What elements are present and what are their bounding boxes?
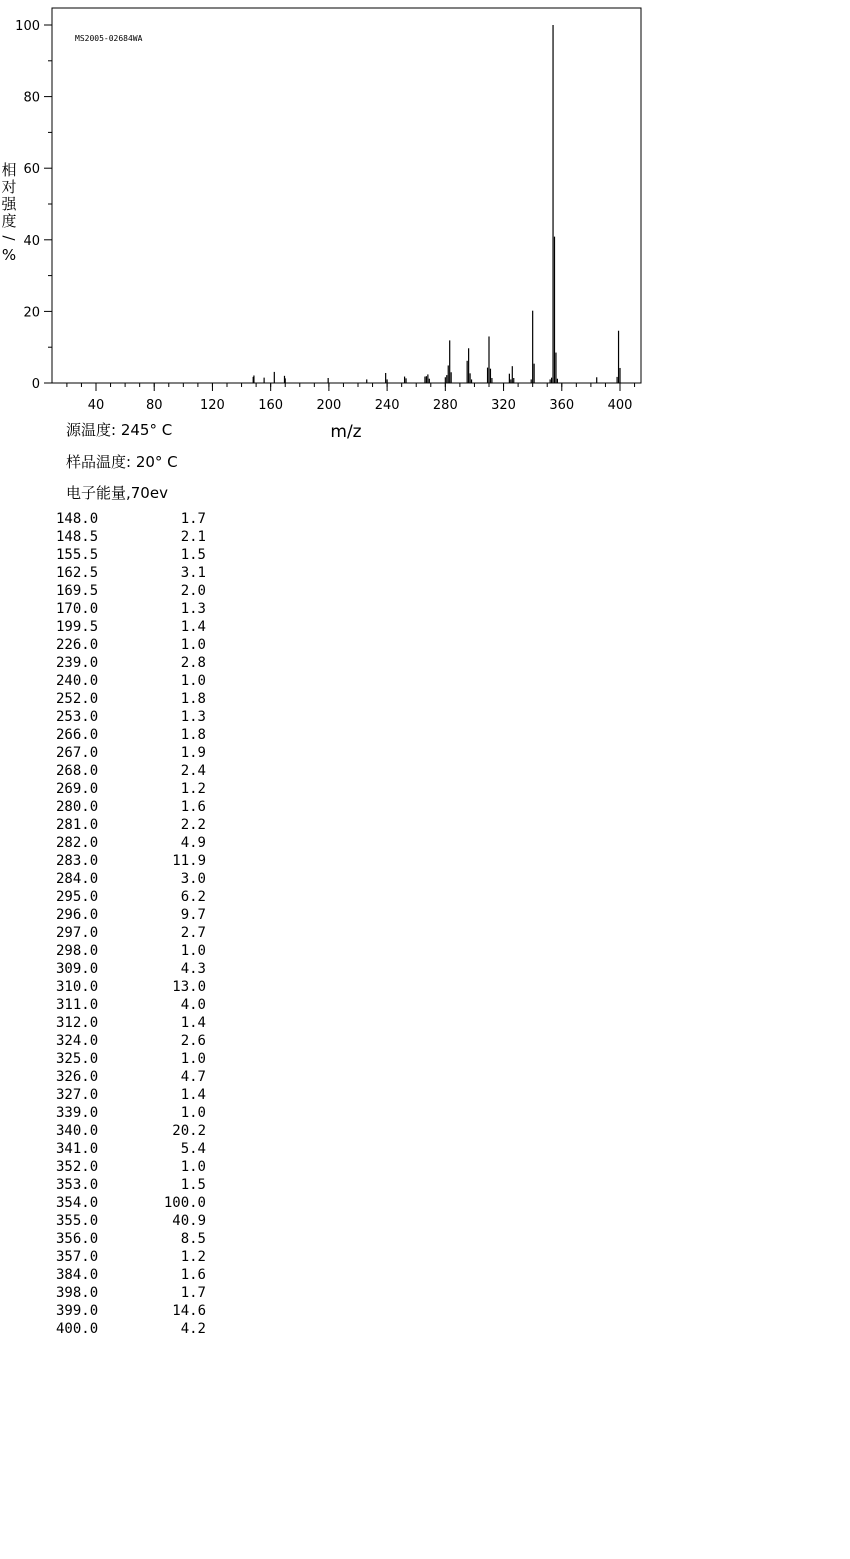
table-row [56,510,206,528]
mz-cell: 169.5 [56,583,99,599]
mz-cell: 341.0 [56,1141,99,1157]
abundance-cell: 40.9 [172,1213,206,1229]
table-row [56,1302,206,1320]
abundance-cell: 1.0 [180,1051,206,1067]
y-label-char: 度 [1,212,17,230]
x-axis-label: m/z [330,422,362,442]
abundance-cell: 4.2 [180,1321,206,1337]
table-row [56,1158,206,1176]
abundance-cell: 1.4 [180,619,206,635]
y-axis-label [0,161,18,264]
mz-cell: 280.0 [56,799,99,815]
mz-cell: 239.0 [56,655,99,671]
mz-cell: 310.0 [56,979,99,995]
mz-cell: 252.0 [56,691,99,707]
abundance-cell: 1.9 [180,745,206,761]
table-row [56,600,206,618]
mz-cell: 281.0 [56,817,99,833]
y-label-char: 对 [1,178,17,196]
abundance-cell: 1.5 [180,1177,206,1193]
table-row [56,1320,206,1338]
mz-cell: 325.0 [56,1051,99,1067]
abundance-cell: 1.8 [180,727,206,743]
x-tick-label: 160 [258,398,284,413]
abundance-cell: 13.0 [172,979,206,995]
abundance-cell: 1.0 [180,673,206,689]
table-row [56,870,206,888]
mz-cell: 155.5 [56,547,99,563]
mz-cell: 399.0 [56,1303,99,1319]
table-row [56,816,206,834]
table-row [56,1248,206,1266]
table-row [56,708,206,726]
abundance-cell: 9.7 [180,907,206,923]
table-row [56,690,206,708]
mz-cell: 148.0 [56,511,99,527]
mz-cell: 353.0 [56,1177,99,1193]
mz-cell: 398.0 [56,1285,99,1301]
table-row [56,1194,206,1212]
sample-temperature: 样品温度: 20° C [66,453,178,471]
x-tick-label: 80 [145,398,163,413]
table-row [56,942,206,960]
abundance-cell: 4.7 [180,1069,206,1085]
abundance-cell: 8.5 [180,1231,206,1247]
y-label-char: 强 [1,195,17,213]
table-row [56,762,206,780]
table-row [56,1032,206,1050]
abundance-cell: 1.0 [180,637,206,653]
table-row [56,888,206,906]
table-row [56,582,206,600]
electron-energy: 电子能量,70ev [66,484,168,502]
mz-cell: 284.0 [56,871,99,887]
mz-cell: 267.0 [56,745,99,761]
table-row [56,960,206,978]
x-tick-label: 120 [200,398,225,413]
abundance-cell: 2.6 [180,1033,206,1049]
y-label-char: 相 [1,161,17,179]
peak-table [56,510,206,1338]
table-row [56,1068,206,1086]
abundance-cell: 2.4 [180,763,206,779]
mz-cell: 400.0 [56,1321,99,1337]
table-row [56,1266,206,1284]
x-tick-label: 280 [432,398,458,413]
table-row [56,726,206,744]
table-row [56,546,206,564]
mz-cell: 295.0 [56,889,99,905]
mz-cell: 268.0 [56,763,99,779]
abundance-cell: 1.8 [180,691,206,707]
table-row [56,1176,206,1194]
mz-cell: 354.0 [56,1195,99,1211]
abundance-cell: 1.7 [180,1285,206,1301]
abundance-cell: 1.0 [180,943,206,959]
y-tick-label: 20 [23,305,40,321]
abundance-cell: 20.2 [172,1123,206,1139]
source-temperature: 源温度: 245° C [66,421,173,439]
table-row [56,1284,206,1302]
abundance-cell: 1.2 [180,1249,206,1265]
mz-cell: 170.0 [56,601,99,617]
table-row [56,654,206,672]
abundance-cell: 4.3 [180,961,206,977]
abundance-cell: 2.1 [180,529,206,545]
x-tick-label: 240 [374,398,400,413]
table-row [56,780,206,798]
y-tick-label: 80 [23,90,40,106]
mz-cell: 324.0 [56,1033,99,1049]
abundance-cell: 1.7 [180,511,206,527]
mz-cell: 240.0 [56,673,99,689]
mz-cell: 226.0 [56,637,99,653]
mz-cell: 297.0 [56,925,99,941]
mz-cell: 357.0 [56,1249,99,1265]
abundance-cell: 2.7 [180,925,206,941]
table-row [56,798,206,816]
table-row [56,528,206,546]
table-row [56,636,206,654]
x-tick-label: 320 [491,398,516,413]
abundance-cell: 1.0 [180,1159,206,1175]
mz-cell: 327.0 [56,1087,99,1103]
table-row [56,744,206,762]
table-row [56,564,206,582]
mz-cell: 269.0 [56,781,99,797]
mz-cell: 298.0 [56,943,99,959]
chart-title: MS2005-02684WA [75,34,143,43]
mz-cell: 356.0 [56,1231,99,1247]
table-row [56,1050,206,1068]
abundance-cell: 1.6 [180,1267,206,1283]
y-tick-label: 100 [15,19,40,34]
mz-cell: 355.0 [56,1213,99,1229]
x-tick-label: 360 [549,398,575,413]
mz-cell: 199.5 [56,619,99,635]
x-tick-label: 40 [87,398,105,413]
mz-cell: 352.0 [56,1159,99,1175]
abundance-cell: 1.4 [180,1087,206,1103]
table-row [56,906,206,924]
table-row [56,852,206,870]
table-row [56,996,206,1014]
abundance-cell: 1.3 [180,601,206,617]
x-tick-label: 400 [607,398,633,413]
abundance-cell: 14.6 [172,1303,206,1319]
table-row [56,924,206,942]
abundance-cell: 6.2 [180,889,206,905]
mz-cell: 309.0 [56,961,99,977]
table-row [56,834,206,852]
table-row [56,1104,206,1122]
y-tick-label: 60 [23,162,40,178]
abundance-cell: 1.4 [180,1015,206,1031]
y-tick-label: 40 [23,233,40,249]
abundance-cell: 3.0 [180,871,206,887]
mz-cell: 148.5 [56,529,99,545]
table-row [56,1014,206,1032]
abundance-cell: 2.2 [180,817,206,833]
abundance-cell: 4.9 [180,835,206,851]
mz-cell: 384.0 [56,1267,99,1283]
abundance-cell: 100.0 [163,1195,206,1211]
y-tick-label: 0 [31,377,40,392]
table-row [56,978,206,996]
mz-cell: 312.0 [56,1015,99,1031]
abundance-cell: 2.8 [180,655,206,671]
mz-cell: 283.0 [56,853,99,869]
mass-spectrum-chart [0,0,850,450]
y-label-char: / [0,235,18,241]
mz-cell: 326.0 [56,1069,99,1085]
table-row [56,1212,206,1230]
abundance-cell: 5.4 [180,1141,206,1157]
abundance-cell: 1.2 [180,781,206,797]
mz-cell: 282.0 [56,835,99,851]
mz-cell: 296.0 [56,907,99,923]
y-label-char: % [1,246,17,264]
table-row [56,618,206,636]
table-row [56,1122,206,1140]
mz-cell: 339.0 [56,1105,99,1121]
table-row [56,1230,206,1248]
abundance-cell: 1.3 [180,709,206,725]
mz-cell: 253.0 [56,709,99,725]
abundance-cell: 2.0 [180,583,206,599]
table-row [56,1086,206,1104]
mz-cell: 340.0 [56,1123,99,1139]
mz-cell: 162.5 [56,565,99,581]
x-tick-label: 200 [316,398,342,413]
abundance-cell: 11.9 [172,853,206,869]
table-row [56,1140,206,1158]
abundance-cell: 1.6 [180,799,206,815]
abundance-cell: 1.5 [180,547,206,563]
mz-cell: 311.0 [56,997,99,1013]
abundance-cell: 1.0 [180,1105,206,1121]
mz-cell: 266.0 [56,727,99,743]
abundance-cell: 4.0 [180,997,206,1013]
abundance-cell: 3.1 [180,565,206,581]
table-row [56,672,206,690]
